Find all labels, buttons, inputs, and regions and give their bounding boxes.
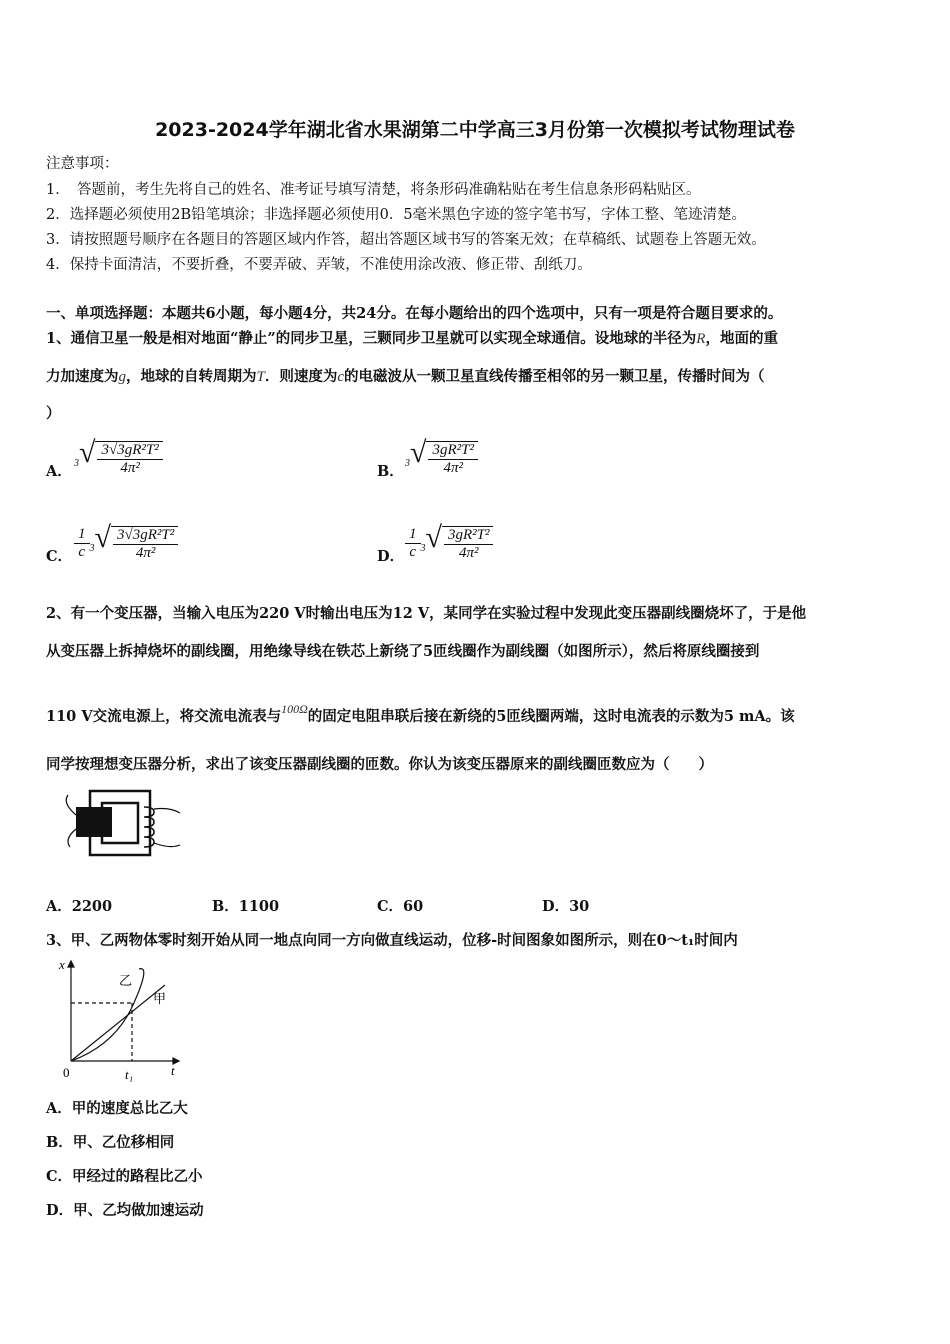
q2-option-b: B．1100 (212, 898, 280, 915)
t-axis-label: t (171, 1063, 175, 1078)
q1-line2: 力加速度为g，地球的自转周期为T．则速度为c的电磁波从一颗卫星直线传播至相邻的另一颗卫星，传播时间为（ (46, 368, 765, 385)
x-axis-label: x (59, 957, 65, 972)
q2-option-d: D．30 (542, 898, 590, 915)
x-axis-arrow (68, 961, 74, 967)
q2-line1: 2、有一个变压器，当输入电压为220 V时输出电压为12 V，某同学在实验过程中发现此变压器副线圈烧坏了，于是他 (46, 605, 807, 622)
transformer-figure (58, 785, 188, 865)
q2-line4: 同学按理想变压器分析，求出了该变压器副线圈的匝数。你认为该变压器原来的副线圈匝数应为（ ） (46, 756, 713, 773)
notice-item: 1． 答题前，考生先将自己的姓名、准考证号填写清楚，将条形码准确粘贴在考生信息条形码粘贴区。 (46, 182, 701, 198)
q1-option-c-label: C． (46, 548, 73, 565)
q1-option-b-label: B． (377, 463, 404, 480)
exam-title: 2023-2024学年湖北省水果湖第二中学高三3月份第一次模拟考试物理试卷 (155, 119, 795, 141)
q1-line3: ） (46, 405, 61, 422)
xt-graph (55, 955, 185, 1083)
origin-label: 0 (63, 1065, 70, 1080)
section-heading: 一、单项选择题：本题共6小题，每小题4分，共24分。在每小题给出的四个选项中，只有一项是符合题目要求的。 (46, 305, 783, 322)
line-jia-label: 甲 (153, 991, 167, 1006)
q3-option-d: D．甲、乙均做加速运动 (46, 1202, 204, 1219)
curve-yi-label: 乙 (119, 973, 133, 988)
q1-option-b-formula: $^3$√ $\frac{\text{3gR²T²}}{\text{4π²}}$ (405, 436, 478, 477)
q1-option-c-formula: $\frac{1}{c}$ $^3$√ $\frac{\text{3√3gR²T²}}{\text{4π²}}$ (74, 521, 178, 562)
q1-option-a-formula: $^3$√ $\frac{\text{3√3gR²T²}}{\text{4π²}}$ (74, 436, 163, 477)
q1-line1: 1、通信卫星一般是相对地面“静止”的同步卫星，三颗同步卫星就可以实现全球通信。设地球的半径为R，地面的重 (46, 330, 778, 347)
notice-item: 3．请按照题号顺序在各题目的答题区域内作答，超出答题区域书写的答案无效；在草稿纸、试题卷上答题无效。 (46, 232, 766, 248)
curve-yi (71, 969, 144, 1061)
q2-option-c: C．60 (377, 898, 424, 915)
notice-item: 2．选择题必须使用2B铅笔填涂；非选择题必须使用0．5毫米黑色字迹的签字笔书写，字体工整、笔迹清楚。 (46, 207, 747, 223)
q1-option-d-label: D． (377, 548, 405, 565)
q3-option-b: B．甲、乙位移相同 (46, 1134, 175, 1151)
q3-option-c: C．甲经过的路程比乙小 (46, 1168, 203, 1185)
q3-line1: 3、甲、乙两物体零时刻开始从同一地点向同一方向做直线运动，位移-时间图象如图所示，则在0～t₁时间内 (46, 932, 738, 949)
q2-line3: 110 V交流电源上，将交流电流表与$^{100\Omega}$的固定电阻串联后接在新绕的5匝线圈两端，这时电流表的示数为5 mA。该 (46, 702, 795, 725)
q2-option-a: A．2200 (46, 898, 113, 915)
notice-heading: 注意事项： (46, 156, 119, 172)
primary-coil (76, 807, 112, 837)
q1-option-d-formula: $\frac{1}{c}$ $^3$√ $\frac{\text{3gR²T²}}{\text{4π²}}$ (405, 521, 493, 562)
t1-label: t₁ (125, 1067, 134, 1082)
q2-line2: 从变压器上拆掉烧坏的副线圈，用绝缘导线在铁芯上新绕了5匝线圈作为副线圈（如图所示），然后将原线圈接到 (46, 643, 760, 660)
line-jia (71, 985, 165, 1061)
q3-option-a: A．甲的速度总比乙大 (46, 1100, 188, 1117)
notice-item: 4．保持卡面清洁，不要折叠，不要弄破、弄皱，不准使用涂改液、修正带、刮纸刀。 (46, 257, 592, 273)
q1-option-a-label: A． (46, 463, 72, 480)
